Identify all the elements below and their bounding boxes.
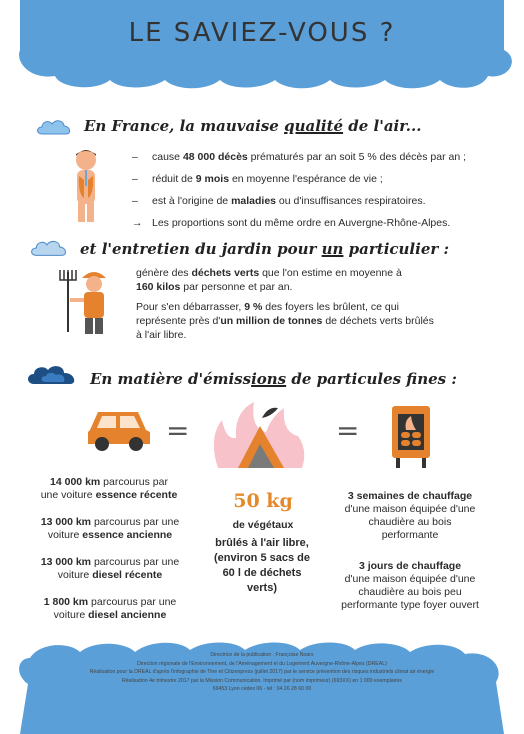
equals-sign: = — [166, 414, 190, 447]
bullet-item: – réduit de 9 mois en moyenne l'espérance de vie ; — [132, 173, 383, 185]
footer-line: 69453 Lyon cedex 06 - tél : 04 26 28 60 00 — [212, 686, 312, 692]
section-title-particles: En matière d'émissions de particules fines : — [90, 370, 457, 388]
air-quality-bullets — [132, 150, 502, 238]
stat-left-1: 14 000 km parcourus par une voiture essence récente — [40, 476, 178, 501]
page-title: LE SAVIEZ-VOUS ? — [128, 18, 396, 48]
footer-line: Directrice de la publication : Françoise Noars — [210, 652, 314, 658]
footer-credits — [40, 651, 484, 694]
wood-stove-icon — [388, 402, 434, 472]
car-icon — [84, 404, 154, 454]
cloud-icon — [30, 238, 68, 258]
stat-center-kg: 50 kg — [233, 490, 293, 512]
garden-text: génère des déchets verts que l'on estime en moyenne à 160 kilos par personne et par an. Pour s'en débarrasser, 9 % des foyers les brûlent, ce qui représente près d'un million de tonnes de déchets verts brûlés à l'air libre. — [136, 267, 434, 341]
dark-cloud-icon — [26, 364, 78, 386]
stat-left-2: 13 000 km parcourus par une voiture essence ancienne — [40, 516, 180, 541]
fire-icon — [208, 398, 314, 472]
stat-right-2: 3 jours de chauffage d'une maison équipée d'une chaudière au bois peu performante type foyer ouvert — [341, 560, 479, 611]
bullet-item: – cause 48 000 décès prématurés par an soit 5 % des décès par an ; — [132, 151, 467, 163]
footer-line: Réalisation 4e trimestre 2017 par la Mission Communication. Imprimé par (nom imprimeur) (693XX) en 1 000 exemplaires — [122, 677, 402, 684]
stat-right-1: 3 semaines de chauffage d'une maison équipée d'une chaudière au bois performante — [344, 490, 476, 541]
bullet-item: → Les proportions sont du même ordre en Auvergne-Rhône-Alpes. — [132, 217, 451, 229]
cloud-icon — [36, 118, 72, 136]
person-lungs-icon — [64, 146, 108, 226]
footer-line: Réalisation pour la DREAL d'après l'infographie de Tine et Citizenpress (juillet 2017) par le service prévention des risques industriels climat air énergie — [89, 669, 435, 675]
stat-center-veg: de végétaux — [232, 519, 294, 531]
stat-left-3: 13 000 km parcourus par une voiture diesel récente — [40, 556, 180, 581]
stat-left-4: 1 800 km parcourus par une voiture diesel ancienne — [43, 596, 177, 621]
section-title-garden: et l'entretien du jardin pour un particulier : — [80, 240, 450, 258]
section-title-air-quality: En France, la mauvaise qualité de l'air... — [84, 117, 422, 135]
gardener-icon — [56, 266, 116, 336]
bullet-item: – est à l'origine de maladies ou d'insuffisances respiratoires. — [132, 195, 426, 207]
stat-center-burn: brûlés à l'air libre, (environ 5 sacs de 60 l de déchets verts) — [214, 537, 310, 594]
footer-line: Direction régionale de l'Environnement, de l'Aménagement et du Logement Auvergne-Rhône-Alpes (DREAL) — [137, 660, 387, 667]
equals-sign: = — [336, 414, 360, 447]
